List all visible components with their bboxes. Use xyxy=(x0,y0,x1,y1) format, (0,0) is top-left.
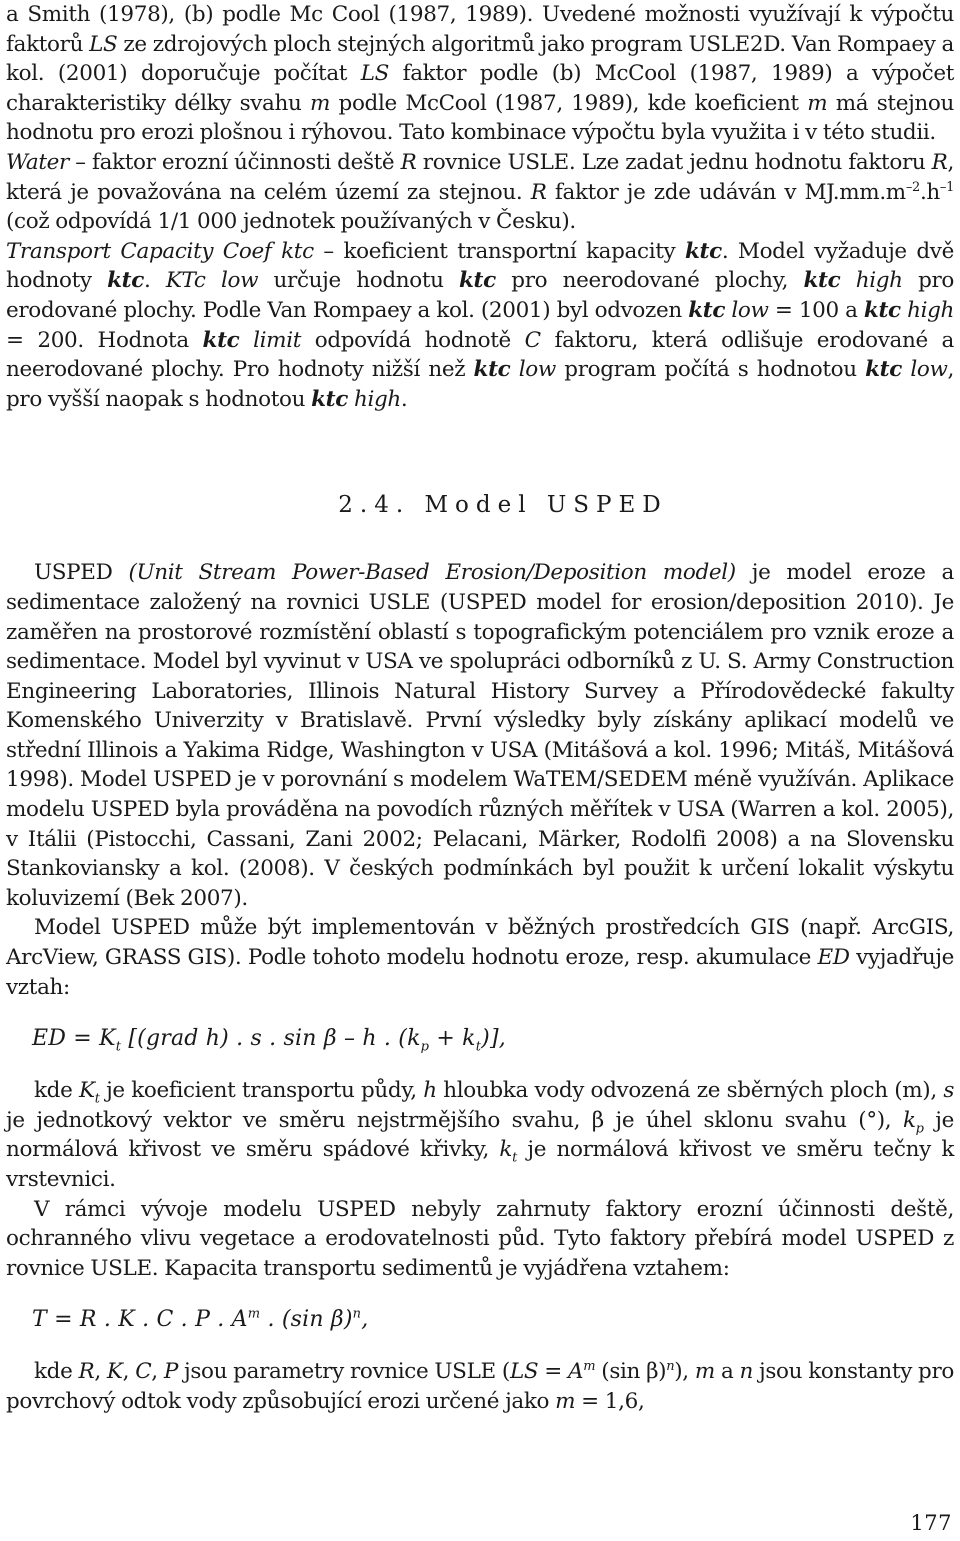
text-run: faktoru, která odlišuje erodované a neerodované plochy. Pro hodnoty nižší než xyxy=(6,327,955,383)
text-run: je jednotkový vektor ve směru nejstrmějšího svahu, β je úhel sklonu svahu (°), xyxy=(6,1107,903,1133)
text-run: , xyxy=(122,1359,136,1385)
text-run xyxy=(840,268,855,293)
text-run: hloubka vody odvozená ze sběrných ploch (m), xyxy=(436,1078,944,1104)
text-run: = 1,6, xyxy=(575,1388,645,1414)
text-run: kde xyxy=(34,1078,79,1104)
section-ls-factors xyxy=(6,0,954,414)
text-run: LS xyxy=(360,61,389,87)
text-run: low xyxy=(910,357,948,383)
text-run: . xyxy=(143,268,166,294)
text-run: ktc xyxy=(107,268,144,294)
text-run: T = R . K . C . P . A xyxy=(32,1307,248,1333)
text-run: C xyxy=(524,327,541,353)
text-run: pro erodované plochy. Podle Van Rompaey a kol. (2001) byl odvozen xyxy=(6,268,955,323)
text-run: LS xyxy=(509,1359,539,1385)
text-run: P xyxy=(163,1359,178,1385)
paragraph-kt xyxy=(6,1076,954,1194)
text-run: low xyxy=(518,357,556,383)
paragraph-usped-intro xyxy=(6,558,954,913)
text-run: low xyxy=(731,297,769,323)
text-run: faktor je zde udáván v MJ.mm.m xyxy=(546,179,906,205)
text-run: m xyxy=(583,1359,596,1375)
text-run: t xyxy=(94,1091,100,1107)
section-heading-usped: 2.4. Model USPED xyxy=(338,492,668,519)
text-run: )], xyxy=(481,1026,506,1052)
text-run: K xyxy=(106,1359,123,1385)
text-run: je normálová křivost ve směru spádové křivky, xyxy=(6,1107,954,1163)
text-run: ED xyxy=(817,945,850,971)
text-run: m xyxy=(555,1388,576,1414)
text-run: p xyxy=(915,1121,924,1137)
text-run: KTc low xyxy=(165,268,259,294)
document-page xyxy=(6,0,954,1417)
text-run: = 200. Hodnota xyxy=(6,327,203,353)
text-run: n xyxy=(666,1359,675,1375)
text-run: t xyxy=(512,1150,517,1166)
text-run: R xyxy=(931,149,948,175)
text-run: [(grad h) . s . sin β – h . (k xyxy=(121,1026,421,1052)
paragraph-usped-gis xyxy=(6,913,954,1002)
text-run: –2 xyxy=(905,179,920,195)
text-run: ktc xyxy=(863,297,901,323)
text-run: Transport Capacity Coef ktc xyxy=(6,238,314,264)
text-run: USPED xyxy=(34,560,129,586)
text-run: R xyxy=(530,179,547,205)
text-run: high xyxy=(855,268,903,294)
text-run: rovnice USLE. Lze zadat jednu hodnotu faktoru xyxy=(416,149,932,175)
text-run: t xyxy=(475,1039,482,1055)
text-run: ktc xyxy=(473,357,511,383)
text-run: , xyxy=(151,1359,164,1385)
text-run: vyjadřuje vztah: xyxy=(6,945,955,1000)
text-run: limit xyxy=(253,327,302,353)
text-run: ze zdrojových ploch stejných algoritmů jako program USLE2D. Van Rompaey a kol. (2001) doporučuje počítat xyxy=(6,31,954,87)
equation-ed xyxy=(32,1024,954,1054)
text-run: (což odpovídá 1/1 000 jednotek používaných v Česku). xyxy=(6,209,576,235)
text-run: určuje hodnotu xyxy=(258,268,460,294)
text-run: m xyxy=(310,90,331,116)
text-run: + k xyxy=(429,1026,476,1052)
text-run: ktc xyxy=(803,268,841,294)
text-run: high xyxy=(353,386,401,412)
text-run: m xyxy=(694,1359,715,1385)
text-run: k xyxy=(499,1137,513,1163)
text-run: , xyxy=(361,1307,369,1333)
text-run: LS xyxy=(89,31,118,57)
text-run: , xyxy=(94,1359,107,1385)
text-run: . xyxy=(400,386,408,412)
text-run: K xyxy=(78,1078,95,1104)
text-run: ktc xyxy=(459,268,496,294)
text-run xyxy=(239,328,253,353)
text-run: Model USPED může být implementován v běžných prostředcích GIS (např. ArcGIS, ArcView, GRASS GIS). Podle tohoto modelu hodnotu eroze, resp. akumulace xyxy=(6,915,954,971)
text-run: má stejnou hodnotu pro erozi plošnou i rýhovou. Tato kombinace výpočtu byla využita i v této studii. xyxy=(6,90,954,146)
text-run: A xyxy=(568,1359,584,1385)
text-run: je model eroze a sedimentace založený na rovnici USLE (USPED model for erosion/deposition 2010). Je zaměřen na prostorové rozmístění oblastí s topografickým potenciálem pro vznik eroze a sedimentace. Model byl vyvinut v USA ve spolupráci odborníků z U. S. Army Construction Engineering Laboratories, Illinois Natural History Survey a Přírodovědecké fakulty Komenského Univerzity v Bratislavě. První výsledky byly získány aplikací modelů ve střední Illinois a Yakima Ridge, Washington v USA (Mitášová a kol. 1996; Mitáš, Mitášová 1998). Model USPED je v porovnání s modelem WaTEM/SEDEM méně využíván. Aplikace modelu USPED byla prováděna na povodích různých měřítek v USA (Warren a kol. 2005), v Itálii (Pistocchi, Cassani, Zani 2002; Pelacani, Märker, Rodolfi 2008) a na Slovensku Stankoviansky a kol. (2008). V českých podmínkách byl použit k určení lokalit výskytu koluvizemí (Bek 2007). xyxy=(6,560,955,911)
text-run: s xyxy=(943,1078,954,1104)
text-run: ktc xyxy=(865,357,902,383)
text-run: ktc xyxy=(684,238,722,264)
text-run: R xyxy=(400,149,417,175)
paragraph-transport xyxy=(6,237,954,415)
text-run: . Model vyžaduje dvě hodnoty xyxy=(6,238,954,294)
text-run: ), xyxy=(674,1359,695,1385)
text-run: h xyxy=(423,1078,437,1104)
text-run: pro neerodované plochy, xyxy=(495,268,804,294)
page-number: 177 xyxy=(910,1511,952,1535)
text-run: – koeficient transportní kapacity xyxy=(313,238,685,264)
text-run: V rámci vývoje modelu USPED nebyly zahrnuty faktory erozní účinnosti deště, ochranného vlivu vegetace a erodovatelnosti půd. Tyto faktory přebírá model USPED z rovnice USLE. Kapacita transportu sedimentů je vyjádřena vztahem: xyxy=(6,1196,954,1281)
text-run: p xyxy=(420,1039,430,1055)
text-run: podle McCool (1987, 1989), kde koeficient xyxy=(330,90,808,116)
paragraph-ls xyxy=(6,0,954,148)
text-run: R xyxy=(78,1359,95,1385)
text-run: Water xyxy=(6,149,69,175)
text-run: high xyxy=(907,297,955,323)
text-run: = xyxy=(538,1359,569,1385)
text-run: t xyxy=(115,1039,122,1055)
text-run: jsou parametry rovnice USLE ( xyxy=(177,1359,510,1385)
text-run: (Unit Stream Power-Based Erosion/Deposition model) xyxy=(128,560,736,586)
text-run xyxy=(510,357,518,382)
text-run: program počítá s hodnotou xyxy=(555,357,866,383)
text-run: a Smith (1978), (b) podle Mc Cool (1987, 1989). Uvedené možnosti využívají k výpočtu faktorů xyxy=(6,2,954,57)
equation-transport xyxy=(32,1305,954,1335)
usped-intro-block xyxy=(6,558,954,1002)
text-run: m xyxy=(247,1307,261,1323)
text-run: , pro vyšší naopak s hodnotou xyxy=(6,357,955,412)
text-run: ktc xyxy=(202,327,240,353)
text-run: je normálová křivost ve směru tečny k vrstevnici. xyxy=(6,1137,954,1192)
section-usped xyxy=(6,558,954,1416)
text-run: odpovídá hodnotě xyxy=(301,327,525,353)
text-run: = 100 a xyxy=(768,297,864,323)
usped-mid-block xyxy=(6,1076,954,1283)
text-run: jsou konstanty pro povrchový odtok vody způsobující erozi určené jako xyxy=(6,1359,954,1414)
text-run: kde xyxy=(34,1359,79,1385)
paragraph-water xyxy=(6,148,954,237)
text-run: (sin β) xyxy=(595,1359,667,1385)
text-run: n xyxy=(739,1359,753,1385)
text-run: – faktor erozní účinnosti deště xyxy=(68,149,401,175)
text-run: k xyxy=(902,1107,916,1133)
text-run: je koeficient transportu půdy, xyxy=(99,1078,424,1104)
text-run: faktor podle (b) McCool (1987, 1989) a výpočet charakteristiky délky svahu xyxy=(6,61,954,116)
text-run: , která je považována na celém území za stejnou. xyxy=(6,149,954,205)
usped-end-block xyxy=(6,1357,954,1416)
text-run: ED = K xyxy=(32,1026,116,1052)
text-run: . (sin β) xyxy=(260,1307,353,1333)
text-run: –1 xyxy=(939,179,954,195)
text-run: a xyxy=(714,1359,740,1385)
text-run: ktc xyxy=(688,297,726,323)
paragraph-params xyxy=(6,1357,954,1416)
text-run: ktc xyxy=(311,386,348,412)
text-run: m xyxy=(807,90,828,116)
paragraph-factors xyxy=(6,1195,954,1284)
text-run: n xyxy=(352,1307,362,1323)
text-run: C xyxy=(135,1359,152,1385)
text-run: .h xyxy=(919,179,940,205)
